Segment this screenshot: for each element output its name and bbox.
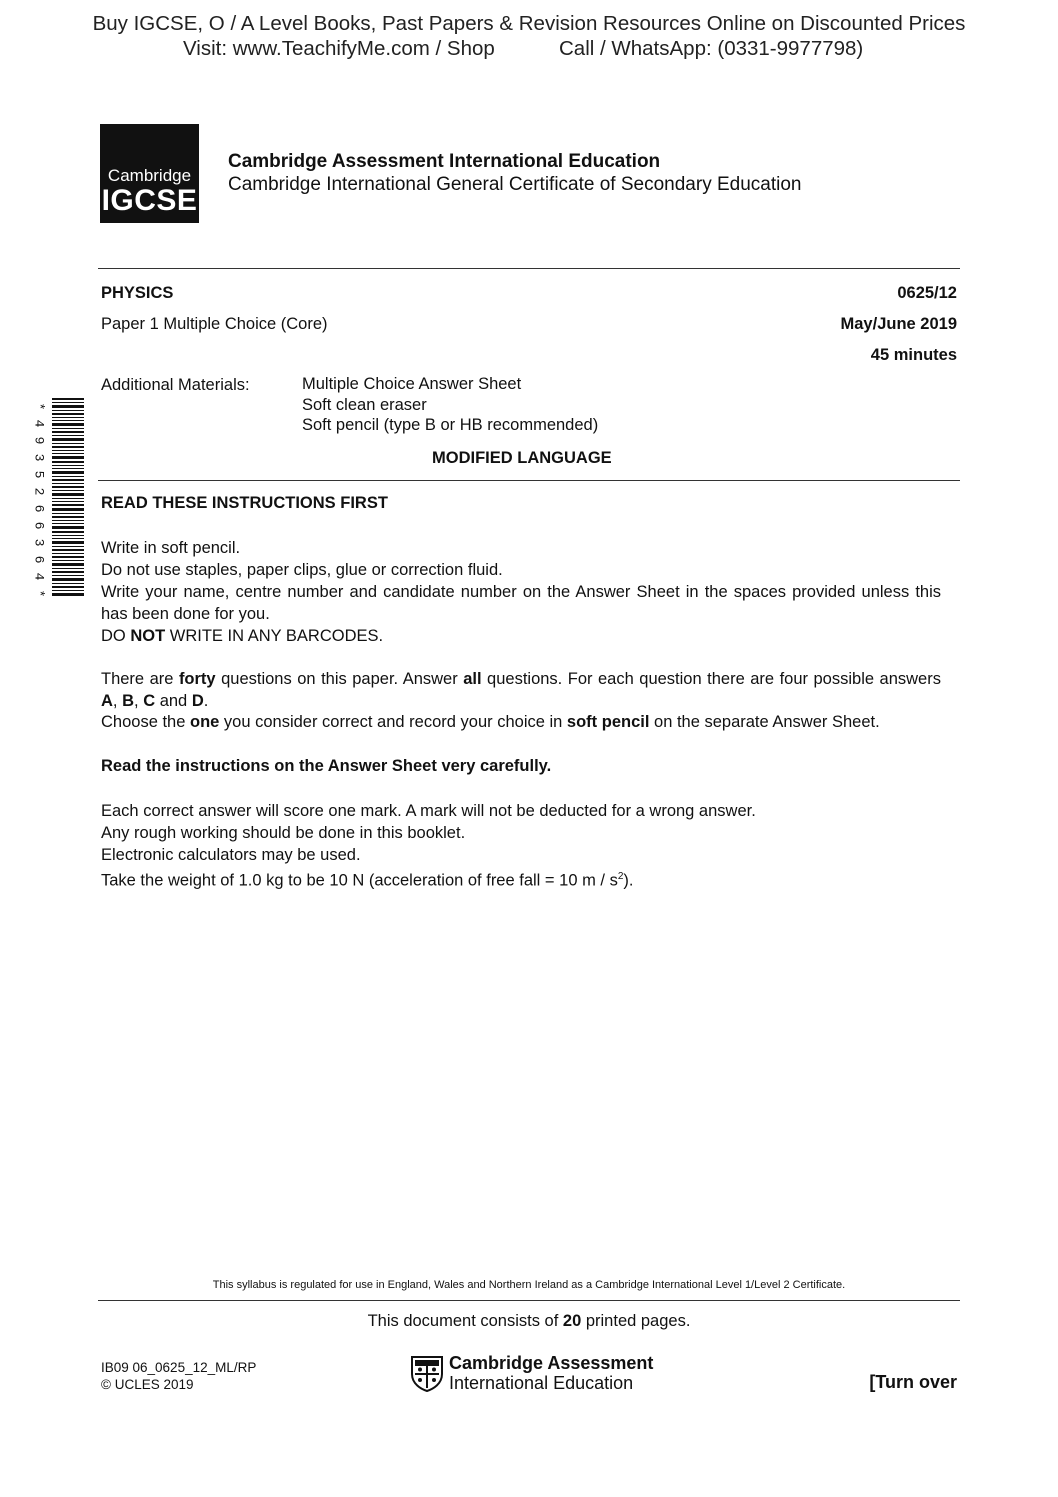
instructions-block-2: There are forty questions on this paper. Answer all questions. For each question there are four possible answers A, B, C and D.	[101, 670, 941, 710]
instruction-line: Take the weight of 1.0 kg to be 10 N (acceleration of free fall = 10 m / $s^2$).	[101, 871, 634, 890]
read-carefully: Read the instructions on the Answer Sheet very carefully.	[101, 757, 552, 775]
instruction-line: Any rough working should be done in this booklet.	[101, 824, 466, 842]
turn-over: [Turn over	[869, 1372, 957, 1392]
exam-session: May/June 2019	[840, 315, 957, 333]
instruction-line: Write your name, centre number and candidate number on the Answer Sheet in the spaces provided unless this has been done for you.	[101, 583, 941, 623]
exam-duration: 45 minutes	[870, 346, 957, 364]
instructions-block-4	[101, 800, 941, 892]
logo-word-igcse: IGCSE	[101, 184, 198, 217]
footer-divider	[98, 1300, 960, 1301]
subject: PHYSICS	[101, 284, 174, 302]
cambridge-shield-icon	[411, 1356, 443, 1392]
material-item: Soft clean eraser	[302, 395, 427, 414]
regulation-note: This syllabus is regulated for use in England, Wales and Northern Ireland as a Cambridge International Level 1/Level 2 Certificate.	[212, 1279, 846, 1291]
instruction-line: Write in soft pencil.	[101, 539, 241, 557]
cae-logo-line-2: International Education	[449, 1373, 634, 1393]
org-name: Cambridge Assessment International Education	[228, 151, 661, 172]
qualification-name: Cambridge International General Certificate of Secondary Education	[228, 174, 802, 195]
instruction-line: Do not use staples, paper clips, glue or correction fluid.	[101, 561, 503, 579]
promo-call: Call / WhatsApp: (0331-9977798)	[559, 37, 864, 60]
instructions-heading: READ THESE INSTRUCTIONS FIRST	[101, 494, 388, 512]
instruction-line: Each correct answer will score one mark. A mark will not be deducted for a wrong answer.	[101, 802, 756, 820]
cambridge-igcse-logo	[100, 124, 199, 223]
header-divider	[98, 268, 960, 269]
modified-language: MODIFIED LANGUAGE	[432, 449, 612, 467]
instructions-block-1	[101, 537, 941, 647]
document-reference: IB09 06_0625_12_ML/RP	[101, 1360, 257, 1375]
paper-code: 0625/12	[897, 284, 957, 302]
copyright: © UCLES 2019	[101, 1377, 194, 1392]
promo-banner-line: Buy IGCSE, O / A Level Books, Past Papers & Revision Resources Online on Discounted Prices	[92, 12, 966, 35]
barcode-digits: * 4 9 3 5 2 6 6 3 6 4 *	[31, 402, 47, 598]
details-divider	[98, 480, 960, 481]
instructions-block-3: Choose the one you consider correct and record your choice in soft pencil on the separate Answer Sheet.	[101, 713, 880, 731]
instruction-line: Electronic calculators may be used.	[101, 846, 361, 864]
instruction-line: DO NOT WRITE IN ANY BARCODES.	[101, 627, 384, 645]
paper-title: Paper 1 Multiple Choice (Core)	[101, 315, 328, 333]
material-item: Multiple Choice Answer Sheet	[302, 375, 522, 393]
cae-logo-line-1: Cambridge Assessment	[449, 1353, 654, 1373]
promo-visit: Visit: www.TeachifyMe.com / Shop	[183, 37, 495, 60]
materials-list	[302, 374, 598, 436]
material-item: Soft pencil (type B or HB recommended)	[302, 416, 599, 434]
page-count: This document consists of 20 printed pages.	[367, 1312, 691, 1330]
materials-label: Additional Materials:	[101, 376, 250, 394]
logo-word-cambridge: Cambridge	[107, 166, 192, 185]
barcode-icon	[52, 398, 84, 596]
